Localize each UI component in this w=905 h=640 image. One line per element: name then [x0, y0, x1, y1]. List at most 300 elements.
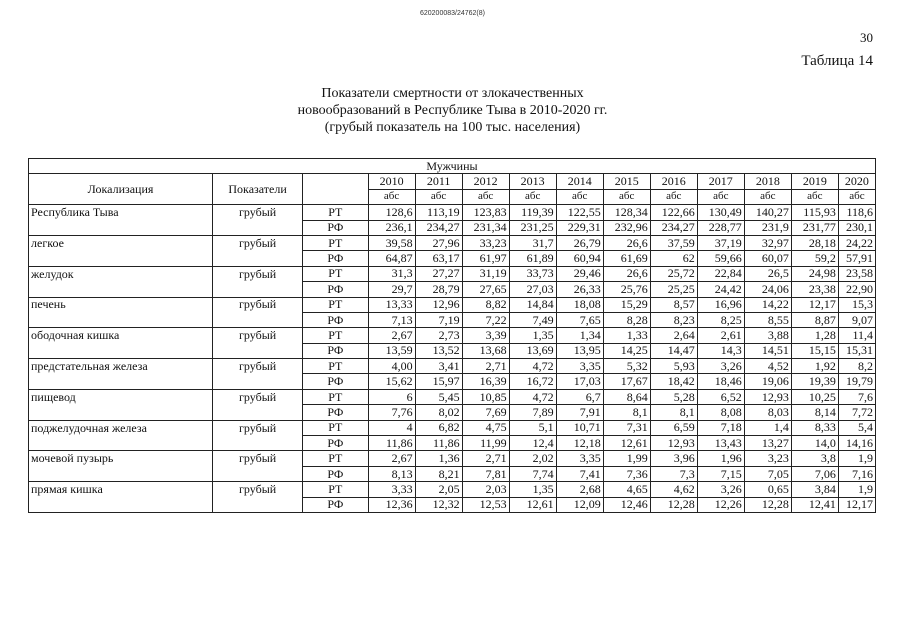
mortality-table — [28, 158, 876, 513]
value-cell: 3,84 — [791, 482, 838, 497]
value-cell: 29,46 — [556, 266, 603, 281]
region-cell: РТ — [303, 328, 368, 343]
value-cell: 8,21 — [415, 466, 462, 481]
table-row — [29, 297, 876, 312]
value-cell: 123,83 — [462, 205, 509, 220]
title-line: Показатели смертности от злокачественных — [321, 86, 584, 101]
value-cell: 26,6 — [603, 235, 650, 250]
localization-cell: ободочная кишка — [29, 328, 213, 343]
value-cell: 13,27 — [744, 436, 791, 451]
region-cell: РФ — [303, 282, 368, 297]
value-cell: 18,08 — [556, 297, 603, 312]
value-cell: 5,45 — [415, 389, 462, 404]
value-cell: 63,17 — [415, 251, 462, 266]
indicator-cell: грубый — [213, 205, 303, 220]
value-cell: 7,91 — [556, 405, 603, 420]
value-cell: 12,28 — [650, 497, 697, 512]
value-cell: 12,93 — [650, 436, 697, 451]
value-cell: 128,6 — [368, 205, 415, 220]
value-cell: 3,41 — [415, 359, 462, 374]
value-cell: 11,99 — [462, 436, 509, 451]
indicator-cell: грубый — [213, 451, 303, 466]
value-cell: 15,62 — [368, 374, 415, 389]
value-cell: 14,47 — [650, 343, 697, 358]
value-cell: 4,65 — [603, 482, 650, 497]
region-cell: РФ — [303, 312, 368, 327]
value-cell: 8,57 — [650, 297, 697, 312]
indicator-cell — [213, 466, 303, 481]
value-cell: 8,28 — [603, 312, 650, 327]
value-cell: 12,28 — [744, 497, 791, 512]
table-row — [29, 436, 876, 451]
value-cell: 1,9 — [838, 482, 875, 497]
value-cell: 17,67 — [603, 374, 650, 389]
value-cell: 2,73 — [415, 328, 462, 343]
indicator-cell — [213, 436, 303, 451]
localization-cell — [29, 312, 213, 327]
value-cell: 2,64 — [650, 328, 697, 343]
value-cell: 8,13 — [368, 466, 415, 481]
value-cell: 3,35 — [556, 451, 603, 466]
value-cell: 12,32 — [415, 497, 462, 512]
year-header: 2015 — [603, 174, 650, 189]
table-row — [29, 235, 876, 250]
unit-header: абс — [415, 189, 462, 204]
table-row — [29, 405, 876, 420]
value-cell: 25,25 — [650, 282, 697, 297]
region-cell: РТ — [303, 482, 368, 497]
value-cell: 15,29 — [603, 297, 650, 312]
value-cell: 3,35 — [556, 359, 603, 374]
indicator-cell: грубый — [213, 389, 303, 404]
value-cell: 3,8 — [791, 451, 838, 466]
value-cell: 3,39 — [462, 328, 509, 343]
table-row — [29, 374, 876, 389]
year-header: 2010 — [368, 174, 415, 189]
region-cell: РФ — [303, 251, 368, 266]
value-cell: 59,66 — [697, 251, 744, 266]
region-cell: РФ — [303, 374, 368, 389]
value-cell: 1,36 — [415, 451, 462, 466]
value-cell: 4,62 — [650, 482, 697, 497]
value-cell: 61,89 — [509, 251, 556, 266]
document-id: 620200083/24762(8) — [419, 10, 485, 17]
table-row — [29, 343, 876, 358]
value-cell: 119,39 — [509, 205, 556, 220]
value-cell: 12,41 — [791, 497, 838, 512]
value-cell: 4,72 — [509, 389, 556, 404]
region-cell: РТ — [303, 235, 368, 250]
table-row — [29, 497, 876, 512]
value-cell: 2,71 — [462, 359, 509, 374]
localization-header: Локализация — [29, 174, 213, 205]
table-row — [29, 205, 876, 220]
year-header: 2018 — [744, 174, 791, 189]
value-cell: 8,08 — [697, 405, 744, 420]
value-cell: 15,3 — [838, 297, 875, 312]
value-cell: 39,58 — [368, 235, 415, 250]
localization-cell: предстательная железа — [29, 359, 213, 374]
value-cell: 33,73 — [509, 266, 556, 281]
value-cell: 13,33 — [368, 297, 415, 312]
value-cell: 18,46 — [697, 374, 744, 389]
value-cell: 7,18 — [697, 420, 744, 435]
localization-cell — [29, 405, 213, 420]
value-cell: 8,14 — [791, 405, 838, 420]
title-line: (грубый показатель на 100 тыс. населения) — [324, 120, 581, 135]
value-cell: 234,27 — [650, 220, 697, 235]
value-cell: 8,55 — [744, 312, 791, 327]
value-cell: 7,05 — [744, 466, 791, 481]
region-cell: РТ — [303, 297, 368, 312]
region-cell: РТ — [303, 205, 368, 220]
value-cell: 12,93 — [744, 389, 791, 404]
value-cell: 1,35 — [509, 482, 556, 497]
value-cell: 26,6 — [603, 266, 650, 281]
value-cell: 6 — [368, 389, 415, 404]
localization-cell: желудок — [29, 266, 213, 281]
value-cell: 2,02 — [509, 451, 556, 466]
value-cell: 14,3 — [697, 343, 744, 358]
value-cell: 6,52 — [697, 389, 744, 404]
value-cell: 2,71 — [462, 451, 509, 466]
indicator-cell — [213, 374, 303, 389]
value-cell: 2,61 — [697, 328, 744, 343]
value-cell: 59,2 — [791, 251, 838, 266]
value-cell: 228,77 — [697, 220, 744, 235]
value-cell: 4,00 — [368, 359, 415, 374]
sex-header: Мужчины — [29, 159, 876, 174]
table-row — [29, 251, 876, 266]
value-cell: 29,7 — [368, 282, 415, 297]
value-cell: 37,19 — [697, 235, 744, 250]
localization-cell — [29, 497, 213, 512]
value-cell: 8,82 — [462, 297, 509, 312]
value-cell: 2,05 — [415, 482, 462, 497]
value-cell: 234,27 — [415, 220, 462, 235]
indicator-cell: грубый — [213, 420, 303, 435]
value-cell: 16,39 — [462, 374, 509, 389]
value-cell: 24,22 — [838, 235, 875, 250]
value-cell: 7,16 — [838, 466, 875, 481]
value-cell: 12,96 — [415, 297, 462, 312]
indicator-cell: грубый — [213, 359, 303, 374]
title-line: новообразований в Республике Тыва в 2010-2020 гг. — [297, 103, 608, 118]
value-cell: 10,85 — [462, 389, 509, 404]
value-cell: 8,1 — [603, 405, 650, 420]
value-cell: 64,87 — [368, 251, 415, 266]
localization-cell — [29, 220, 213, 235]
region-cell: РФ — [303, 497, 368, 512]
value-cell: 3,26 — [697, 359, 744, 374]
value-cell: 8,87 — [791, 312, 838, 327]
value-cell: 3,96 — [650, 451, 697, 466]
value-cell: 1,4 — [744, 420, 791, 435]
value-cell: 14,22 — [744, 297, 791, 312]
value-cell: 7,65 — [556, 312, 603, 327]
region-cell: РТ — [303, 359, 368, 374]
value-cell: 0,65 — [744, 482, 791, 497]
value-cell: 231,34 — [462, 220, 509, 235]
value-cell: 18,42 — [650, 374, 697, 389]
value-cell: 1,28 — [791, 328, 838, 343]
value-cell: 12,17 — [791, 297, 838, 312]
value-cell: 13,69 — [509, 343, 556, 358]
localization-cell — [29, 436, 213, 451]
value-cell: 14,0 — [791, 436, 838, 451]
region-cell: РФ — [303, 466, 368, 481]
value-cell: 231,9 — [744, 220, 791, 235]
value-cell: 4,75 — [462, 420, 509, 435]
unit-header: абс — [838, 189, 875, 204]
value-cell: 2,68 — [556, 482, 603, 497]
indicator-cell: грубый — [213, 235, 303, 250]
value-cell: 236,1 — [368, 220, 415, 235]
value-cell: 23,38 — [791, 282, 838, 297]
unit-header: абс — [556, 189, 603, 204]
value-cell: 28,79 — [415, 282, 462, 297]
value-cell: 12,18 — [556, 436, 603, 451]
value-cell: 7,72 — [838, 405, 875, 420]
value-cell: 1,96 — [697, 451, 744, 466]
value-cell: 7,19 — [415, 312, 462, 327]
value-cell: 32,97 — [744, 235, 791, 250]
year-header: 2013 — [509, 174, 556, 189]
value-cell: 7,13 — [368, 312, 415, 327]
table-row — [29, 389, 876, 404]
value-cell: 231,77 — [791, 220, 838, 235]
value-cell: 12,61 — [509, 497, 556, 512]
value-cell: 8,25 — [697, 312, 744, 327]
table-row — [29, 466, 876, 481]
year-header: 2011 — [415, 174, 462, 189]
region-cell: РФ — [303, 405, 368, 420]
value-cell: 5,32 — [603, 359, 650, 374]
value-cell: 4,72 — [509, 359, 556, 374]
unit-header: абс — [697, 189, 744, 204]
value-cell: 3,26 — [697, 482, 744, 497]
value-cell: 7,41 — [556, 466, 603, 481]
value-cell: 1,35 — [509, 328, 556, 343]
indicator-cell — [213, 220, 303, 235]
value-cell: 10,71 — [556, 420, 603, 435]
value-cell: 6,59 — [650, 420, 697, 435]
value-cell: 130,49 — [697, 205, 744, 220]
value-cell: 8,1 — [650, 405, 697, 420]
value-cell: 12,61 — [603, 436, 650, 451]
value-cell: 14,84 — [509, 297, 556, 312]
value-cell: 7,31 — [603, 420, 650, 435]
value-cell: 15,97 — [415, 374, 462, 389]
value-cell: 27,96 — [415, 235, 462, 250]
value-cell: 7,81 — [462, 466, 509, 481]
table-row — [29, 282, 876, 297]
value-cell: 122,66 — [650, 205, 697, 220]
table-row — [29, 451, 876, 466]
value-cell: 26,5 — [744, 266, 791, 281]
indicator-cell: грубый — [213, 328, 303, 343]
value-cell: 7,22 — [462, 312, 509, 327]
localization-cell: поджелудочная железа — [29, 420, 213, 435]
value-cell: 12,26 — [697, 497, 744, 512]
table-label: Таблица 14 — [801, 53, 873, 69]
value-cell: 19,06 — [744, 374, 791, 389]
value-cell: 113,19 — [415, 205, 462, 220]
year-header: 2012 — [462, 174, 509, 189]
localization-cell: Республика Тыва — [29, 205, 213, 220]
value-cell: 12,46 — [603, 497, 650, 512]
value-cell: 4,52 — [744, 359, 791, 374]
value-cell: 57,91 — [838, 251, 875, 266]
value-cell: 12,17 — [838, 497, 875, 512]
value-cell: 16,72 — [509, 374, 556, 389]
value-cell: 1,34 — [556, 328, 603, 343]
localization-cell: легкое — [29, 235, 213, 250]
page-number: 30 — [860, 30, 873, 45]
value-cell: 11,4 — [838, 328, 875, 343]
indicator-cell — [213, 405, 303, 420]
region-cell: РФ — [303, 436, 368, 451]
unit-header: абс — [603, 189, 650, 204]
region-cell: РФ — [303, 343, 368, 358]
value-cell: 14,51 — [744, 343, 791, 358]
localization-cell — [29, 251, 213, 266]
value-cell: 5,93 — [650, 359, 697, 374]
value-cell: 8,23 — [650, 312, 697, 327]
localization-cell: прямая кишка — [29, 482, 213, 497]
value-cell: 232,96 — [603, 220, 650, 235]
value-cell: 7,3 — [650, 466, 697, 481]
value-cell: 7,49 — [509, 312, 556, 327]
indicator-header: Показатели — [213, 174, 303, 205]
value-cell: 13,59 — [368, 343, 415, 358]
value-cell: 24,98 — [791, 266, 838, 281]
value-cell: 3,23 — [744, 451, 791, 466]
year-header: 2017 — [697, 174, 744, 189]
value-cell: 31,3 — [368, 266, 415, 281]
value-cell: 3,88 — [744, 328, 791, 343]
year-header: 2019 — [791, 174, 838, 189]
value-cell: 10,25 — [791, 389, 838, 404]
value-cell: 19,79 — [838, 374, 875, 389]
value-cell: 27,27 — [415, 266, 462, 281]
table-row — [29, 266, 876, 281]
value-cell: 8,02 — [415, 405, 462, 420]
value-cell: 62 — [650, 251, 697, 266]
value-cell: 8,2 — [838, 359, 875, 374]
value-cell: 122,55 — [556, 205, 603, 220]
unit-header: абс — [791, 189, 838, 204]
years-row — [29, 174, 876, 189]
value-cell: 27,03 — [509, 282, 556, 297]
value-cell: 1,9 — [838, 451, 875, 466]
table-body — [29, 205, 876, 513]
value-cell: 3,33 — [368, 482, 415, 497]
region-cell: РТ — [303, 389, 368, 404]
localization-cell — [29, 466, 213, 481]
value-cell: 13,43 — [697, 436, 744, 451]
value-cell: 31,19 — [462, 266, 509, 281]
value-cell: 1,92 — [791, 359, 838, 374]
unit-header: абс — [744, 189, 791, 204]
table-row — [29, 420, 876, 435]
value-cell: 25,76 — [603, 282, 650, 297]
value-cell: 14,25 — [603, 343, 650, 358]
region-cell: РТ — [303, 451, 368, 466]
value-cell: 2,03 — [462, 482, 509, 497]
year-header: 2016 — [650, 174, 697, 189]
value-cell: 26,79 — [556, 235, 603, 250]
value-cell: 13,95 — [556, 343, 603, 358]
value-cell: 128,34 — [603, 205, 650, 220]
localization-cell: мочевой пузырь — [29, 451, 213, 466]
value-cell: 7,69 — [462, 405, 509, 420]
indicator-cell — [213, 343, 303, 358]
value-cell: 12,53 — [462, 497, 509, 512]
value-cell: 7,6 — [838, 389, 875, 404]
value-cell: 22,90 — [838, 282, 875, 297]
value-cell: 7,89 — [509, 405, 556, 420]
value-cell: 26,33 — [556, 282, 603, 297]
value-cell: 140,27 — [744, 205, 791, 220]
value-cell: 7,76 — [368, 405, 415, 420]
value-cell: 15,31 — [838, 343, 875, 358]
table-title — [0, 85, 905, 136]
value-cell: 22,84 — [697, 266, 744, 281]
value-cell: 15,15 — [791, 343, 838, 358]
value-cell: 25,72 — [650, 266, 697, 281]
value-cell: 5,28 — [650, 389, 697, 404]
value-cell: 2,67 — [368, 328, 415, 343]
indicator-cell: грубый — [213, 297, 303, 312]
value-cell: 9,07 — [838, 312, 875, 327]
localization-cell — [29, 282, 213, 297]
indicator-cell: грубый — [213, 266, 303, 281]
value-cell: 11,86 — [415, 436, 462, 451]
value-cell: 6,7 — [556, 389, 603, 404]
unit-header: абс — [368, 189, 415, 204]
value-cell: 5,4 — [838, 420, 875, 435]
value-cell: 2,67 — [368, 451, 415, 466]
value-cell: 19,39 — [791, 374, 838, 389]
value-cell: 12,36 — [368, 497, 415, 512]
localization-cell: печень — [29, 297, 213, 312]
localization-cell — [29, 343, 213, 358]
value-cell: 23,58 — [838, 266, 875, 281]
value-cell: 13,68 — [462, 343, 509, 358]
table-header — [29, 159, 876, 205]
value-cell: 17,03 — [556, 374, 603, 389]
value-cell: 37,59 — [650, 235, 697, 250]
indicator-cell — [213, 497, 303, 512]
value-cell: 229,31 — [556, 220, 603, 235]
table-row — [29, 359, 876, 374]
value-cell: 8,03 — [744, 405, 791, 420]
value-cell: 33,23 — [462, 235, 509, 250]
value-cell: 6,82 — [415, 420, 462, 435]
unit-header: абс — [650, 189, 697, 204]
region-cell: РТ — [303, 266, 368, 281]
value-cell: 13,52 — [415, 343, 462, 358]
value-cell: 11,86 — [368, 436, 415, 451]
region-cell: РТ — [303, 420, 368, 435]
value-cell: 4 — [368, 420, 415, 435]
value-cell: 118,6 — [838, 205, 875, 220]
value-cell: 7,74 — [509, 466, 556, 481]
year-header: 2020 — [838, 174, 875, 189]
value-cell: 31,7 — [509, 235, 556, 250]
indicator-cell: грубый — [213, 482, 303, 497]
